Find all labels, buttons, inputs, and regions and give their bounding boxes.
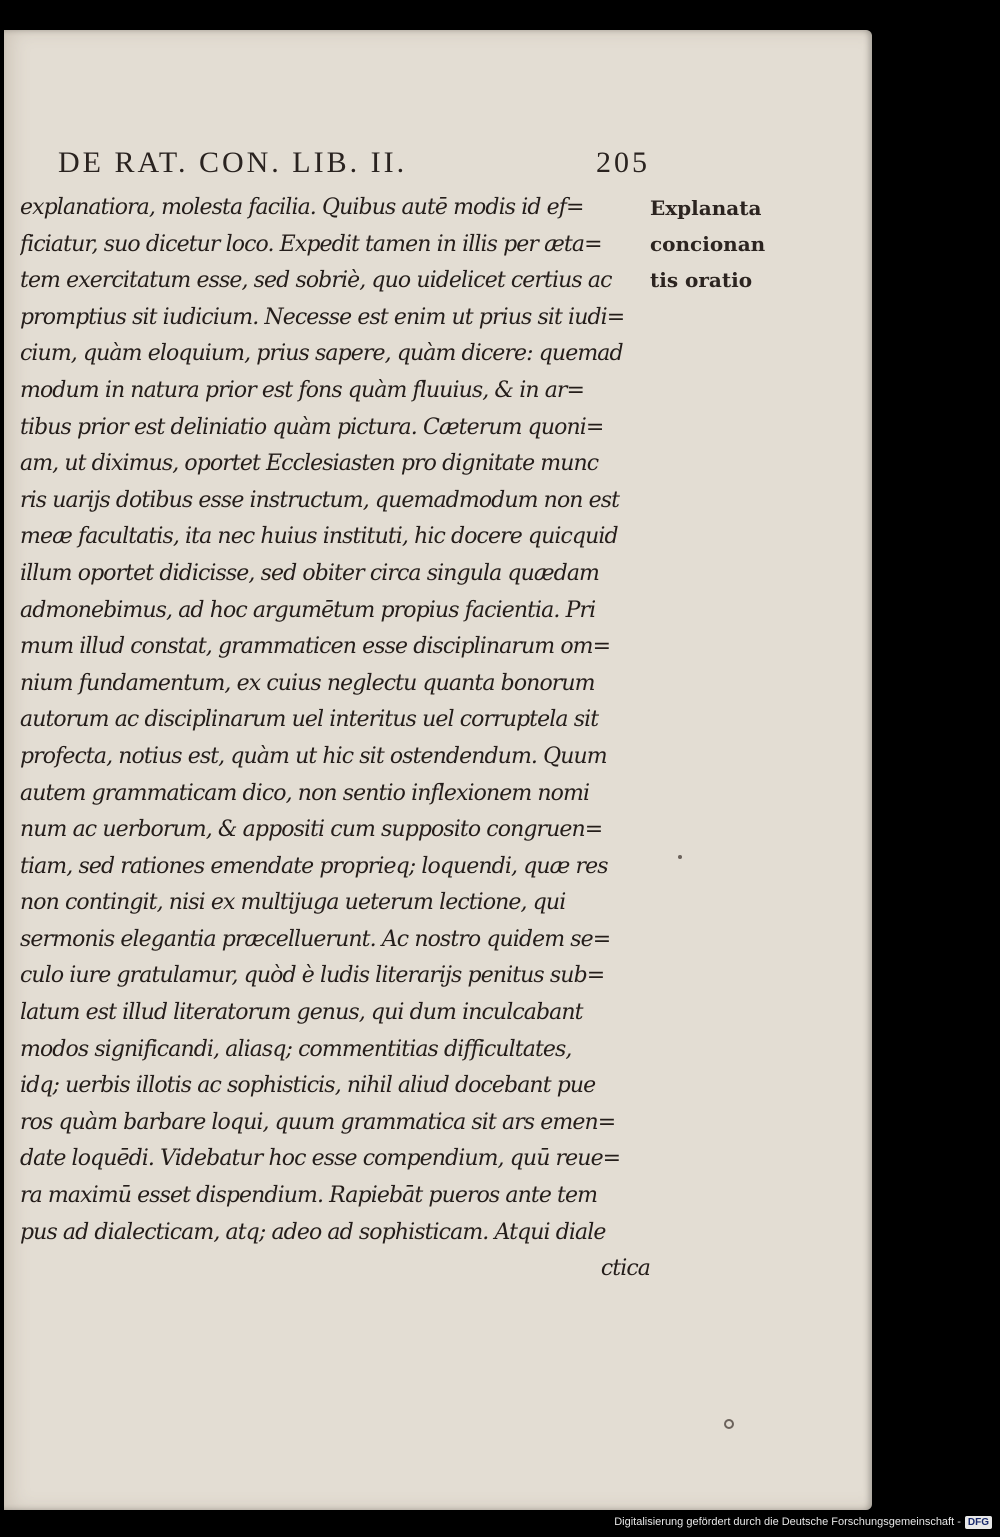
text-line: meæ facultatis, ita nec huius instituti, hic docere quicquid [20, 524, 618, 550]
text-line: ficiatur, suo dicetur loco. Expedit tamen in illis per æta= [20, 231, 602, 257]
digitization-footer [614, 1511, 992, 1533]
text-line: cium, quàm eloquium, prius sapere, quàm dicere: quemad [20, 341, 623, 367]
running-header [58, 146, 650, 180]
marginal-note [650, 190, 810, 298]
text-line: ros quàm barbare loqui, quum grammatica sit ars emen= [20, 1109, 616, 1135]
footer-text: Digitalisierung gefördert durch die Deutsche Forschungsgemeinschaft - [614, 1516, 961, 1528]
text-line: modos significandi, aliasq; commentitias difficultates, [20, 1036, 572, 1062]
text-line: tibus prior est deliniatio quàm pictura. Cæterum quoni= [20, 414, 604, 440]
text-line: profecta, notius est, quàm ut hic sit ostendendum. Quum [20, 743, 607, 769]
text-line: modum in natura prior est fons quàm fluuius, & in ar= [20, 377, 585, 403]
running-title: DE RAT. CON. LIB. II. [58, 146, 408, 179]
marginal-note-line: concionan [650, 232, 766, 256]
text-line: autem grammaticam dico, non sentio inflexionem nomi [20, 780, 590, 806]
page-number: 205 [596, 146, 650, 179]
ink-speck [678, 855, 682, 859]
text-line: nium fundamentum, ex cuius neglectu quanta bonorum [20, 670, 595, 696]
text-line: ra maximū esset dispendium. Rapiebāt pueros ante tem [20, 1183, 598, 1209]
text-line: explanatiora, molesta facilia. Quibus autē modis id ef= [20, 195, 584, 220]
text-line: date loquēdi. Videbatur hoc esse compendium, quū reue= [20, 1146, 621, 1172]
text-line: non contingit, nisi ex multijuga ueterum lectione, qui [20, 890, 566, 916]
text-line: admonebimus, ad hoc argumētum propius facientia. Pri [20, 597, 596, 623]
catchword: ctica [600, 1256, 650, 1282]
text-line: num ac uerborum, & appositi cum supposito congruen= [20, 817, 603, 843]
text-line: tem exercitatum esse, sed sobriè, quo uidelicet certius ac [20, 268, 612, 294]
text-line: culo iure gratulamur, quòd è ludis literarijs penitus sub= [20, 963, 605, 989]
text-line: autorum ac disciplinarum uel interitus uel corruptela sit [20, 707, 599, 733]
dfg-logo: DFG [965, 1516, 992, 1529]
text-line: am, ut diximus, oportet Ecclesiasten pro dignitate munc [20, 451, 599, 477]
text-line: idq; uerbis illotis ac sophisticis, nihil aliud docebant pue [20, 1073, 596, 1099]
body-text [20, 190, 650, 1288]
marginal-note-line: Explanata [650, 196, 762, 220]
text-line: ris uarijs dotibus esse instructum, quemadmodum non est [20, 487, 620, 513]
ink-ring-mark [724, 1419, 734, 1429]
text-line: sermonis elegantia præcelluerunt. Ac nostro quidem se= [20, 926, 611, 952]
text-line: illum oportet didicisse, sed obiter circa singula quædam [20, 560, 600, 586]
text-line: promptius sit iudicium. Necesse est enim ut prius sit iudi= [20, 304, 625, 330]
text-line: pus ad dialecticam, atq; adeo ad sophisticam. Atqui diale [20, 1219, 606, 1245]
text-line: latum est illud literatorum genus, qui dum inculcabant [20, 1000, 583, 1026]
text-line: tiam, sed rationes emendate proprieq; loquendi, quæ res [20, 853, 608, 879]
marginal-note-line: tis oratio [650, 268, 753, 292]
text-line: mum illud constat, grammaticen esse disciplinarum om= [20, 634, 611, 660]
